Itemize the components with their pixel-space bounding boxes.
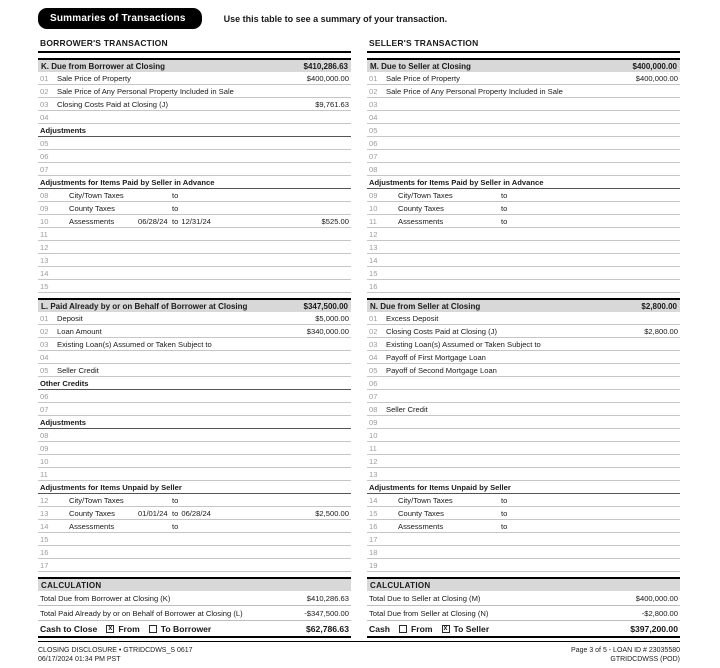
line-item-label: Assessments <box>69 521 115 531</box>
line-number: 13 <box>40 255 49 265</box>
line-number: 10 <box>369 203 378 213</box>
line-item-label: Sale Price of Any Personal Property Included in Sale <box>386 86 563 96</box>
calculation-row-amount: $410,286.63 <box>306 593 349 603</box>
period-from-date: 01/01/24 <box>138 508 168 518</box>
line-item-row <box>367 416 680 429</box>
subsection-heading <box>367 481 680 494</box>
calculation-row <box>38 591 351 606</box>
line-item-row <box>38 442 351 455</box>
line-number: 08 <box>369 164 378 174</box>
borrower-column-body <box>38 58 351 638</box>
line-number: 18 <box>369 547 378 557</box>
section-header-amount: $400,000.00 <box>632 61 677 71</box>
calculation-row-amount: -$347,500.00 <box>304 608 349 618</box>
line-item-row <box>38 364 351 377</box>
line-number: 15 <box>40 534 49 544</box>
line-number: 07 <box>40 404 49 414</box>
line-item-period <box>467 496 510 505</box>
line-item-row <box>38 455 351 468</box>
line-item-label: County Taxes <box>398 203 444 213</box>
line-item-row <box>367 228 680 241</box>
calculation-row <box>367 606 680 621</box>
line-item-period <box>467 191 510 200</box>
line-item-label: Existing Loan(s) Assumed or Taken Subject to <box>386 339 541 349</box>
line-item-row <box>367 351 680 364</box>
line-item-row <box>38 390 351 403</box>
line-number: 09 <box>369 190 378 200</box>
line-number: 12 <box>369 456 378 466</box>
line-number: 14 <box>369 255 378 265</box>
period-to-word: to <box>501 203 508 213</box>
line-item-row <box>38 150 351 163</box>
line-number: 03 <box>369 339 378 349</box>
line-item-row <box>367 429 680 442</box>
line-item-row <box>367 215 680 228</box>
line-item-label: Seller Credit <box>57 365 99 375</box>
footer-left <box>38 646 193 664</box>
line-number: 01 <box>40 313 49 323</box>
seller-column-title: SELLER'S TRANSACTION <box>367 36 680 53</box>
line-item-label: Closing Costs Paid at Closing (J) <box>386 326 497 336</box>
calculation-row <box>367 591 680 606</box>
page-header <box>38 8 680 29</box>
summary-section <box>367 58 680 293</box>
line-number: 15 <box>369 508 378 518</box>
calculation-section <box>38 577 351 638</box>
line-item-row <box>38 520 351 533</box>
section-header-amount: $347,500.00 <box>303 301 348 311</box>
summary-section <box>38 58 351 293</box>
line-number: 04 <box>40 352 49 362</box>
subsection-heading <box>38 377 351 390</box>
line-item-label: City/Town Taxes <box>69 495 124 505</box>
section-header <box>367 298 680 312</box>
line-item-row <box>38 215 351 228</box>
line-item-label: County Taxes <box>398 508 444 518</box>
line-number: 05 <box>40 365 49 375</box>
line-number: 13 <box>369 242 378 252</box>
seller-column-body <box>367 58 680 638</box>
subsection-heading-label: Adjustments for Items Paid by Seller in Advance <box>369 177 544 187</box>
line-item-row <box>367 189 680 202</box>
period-to-word: to <box>172 508 179 518</box>
line-number: 14 <box>369 495 378 505</box>
section-header-label: N. Due from Seller at Closing <box>370 301 481 311</box>
line-number: 03 <box>369 99 378 109</box>
period-to-word: to <box>501 495 508 505</box>
line-number: 11 <box>40 469 48 479</box>
line-item-label: Assessments <box>398 216 444 226</box>
line-item-row <box>38 228 351 241</box>
calculation-row-amount: -$2,800.00 <box>641 608 678 618</box>
line-item-row <box>367 137 680 150</box>
line-item-period <box>138 522 181 531</box>
subsection-heading-label: Adjustments for Items Paid by Seller in Advance <box>40 177 215 187</box>
cash-row-prefix: Cash to Close <box>40 623 98 634</box>
cash-option-label-to-borrower: To Borrower <box>160 623 212 634</box>
line-item-row <box>367 533 680 546</box>
line-number: 09 <box>40 443 49 453</box>
summary-section <box>367 298 680 572</box>
line-item-period <box>467 204 510 213</box>
footer-page-loan-id: Page 3 of 5 - LOAN ID # 23035580 <box>571 647 680 654</box>
line-item-label: Existing Loan(s) Assumed or Taken Subject to <box>57 339 212 349</box>
line-item-row <box>367 72 680 85</box>
line-number: 16 <box>369 521 378 531</box>
line-number: 01 <box>369 73 378 83</box>
calculation-header: CALCULATION <box>38 577 351 591</box>
line-item-row <box>367 546 680 559</box>
line-item-row <box>367 267 680 280</box>
borrower-transaction-column <box>38 36 351 638</box>
line-item-row <box>367 455 680 468</box>
section-header-label: L. Paid Already by or on Behalf of Borrower at Closing <box>41 301 248 311</box>
line-item-row <box>367 507 680 520</box>
footer-doc-id: CLOSING DISCLOSURE • GTRIDCDWS_S 0617 <box>38 647 193 654</box>
line-item-period <box>467 522 510 531</box>
line-item-label: Loan Amount <box>57 326 102 336</box>
line-item-row <box>367 442 680 455</box>
period-until-date: 12/31/24 <box>181 216 211 226</box>
line-item-amount: $340,000.00 <box>306 326 349 336</box>
subsection-heading <box>38 416 351 429</box>
line-item-period <box>138 204 181 213</box>
line-number: 10 <box>369 430 378 440</box>
line-item-row <box>367 280 680 293</box>
calculation-row-label: Total Due to Seller at Closing (M) <box>369 593 481 603</box>
line-item-row <box>367 202 680 215</box>
line-item-label: Sale Price of Property <box>386 73 460 83</box>
transaction-columns <box>38 36 680 638</box>
period-to-word: to <box>172 521 179 531</box>
line-item-row <box>367 390 680 403</box>
calculation-row-label: Total Due from Borrower at Closing (K) <box>40 593 171 603</box>
line-item-row <box>367 325 680 338</box>
subsection-heading <box>38 124 351 137</box>
period-to-word: to <box>501 216 508 226</box>
line-number: 12 <box>40 495 49 505</box>
line-number: 01 <box>369 313 378 323</box>
line-item-label: Assessments <box>398 521 444 531</box>
line-number: 11 <box>369 216 377 226</box>
section-header <box>38 298 351 312</box>
line-item-label: Payoff of First Mortgage Loan <box>386 352 486 362</box>
subsection-heading-label: Adjustments <box>40 417 86 427</box>
line-number: 10 <box>40 456 49 466</box>
line-number: 06 <box>40 151 49 161</box>
subsection-heading-label: Other Credits <box>40 378 89 388</box>
line-item-row <box>367 377 680 390</box>
line-number: 02 <box>369 326 378 336</box>
line-item-period <box>138 191 181 200</box>
line-item-amount: $400,000.00 <box>306 73 349 83</box>
line-item-row <box>38 494 351 507</box>
line-item-row <box>367 468 680 481</box>
calculation-row-label: Total Due from Seller at Closing (N) <box>369 608 489 618</box>
closing-disclosure-page <box>38 8 680 664</box>
line-item-row <box>367 163 680 176</box>
line-item-row <box>38 280 351 293</box>
line-item-row <box>38 241 351 254</box>
line-item-label: City/Town Taxes <box>398 190 453 200</box>
line-number: 12 <box>369 229 378 239</box>
cash-to-close-row <box>367 621 680 638</box>
line-item-row <box>367 403 680 416</box>
line-item-row <box>38 189 351 202</box>
summaries-of-transactions-tab: Summaries of Transactions <box>38 8 202 29</box>
line-number: 07 <box>40 164 49 174</box>
line-item-row <box>38 202 351 215</box>
line-item-amount: $9,761.63 <box>315 99 349 109</box>
line-item-row <box>38 98 351 111</box>
line-item-label: City/Town Taxes <box>398 495 453 505</box>
section-header <box>367 58 680 72</box>
line-item-row <box>38 163 351 176</box>
line-number: 09 <box>40 203 49 213</box>
line-number: 15 <box>369 268 378 278</box>
line-item-label: Closing Costs Paid at Closing (J) <box>57 99 168 109</box>
line-item-row <box>367 85 680 98</box>
line-item-row <box>367 254 680 267</box>
checkbox-to-seller[interactable]: x <box>442 625 450 633</box>
line-item-row <box>367 520 680 533</box>
line-item-row <box>38 403 351 416</box>
line-item-period <box>467 509 510 518</box>
line-item-row <box>38 254 351 267</box>
cash-row-prefix: Cash <box>369 623 391 634</box>
line-item-amount: $2,500.00 <box>315 508 349 518</box>
line-number: 08 <box>40 190 49 200</box>
line-item-label: Deposit <box>57 313 83 323</box>
line-item-row <box>367 364 680 377</box>
cash-to-close-row <box>38 621 351 638</box>
line-number: 08 <box>40 430 49 440</box>
line-item-row <box>38 429 351 442</box>
line-number: 06 <box>40 391 49 401</box>
period-to-word: to <box>172 190 179 200</box>
subsection-heading-label: Adjustments <box>40 125 86 135</box>
line-number: 02 <box>40 86 49 96</box>
section-header-amount: $2,800.00 <box>641 301 677 311</box>
period-to-word: to <box>501 508 508 518</box>
line-number: 10 <box>40 216 49 226</box>
checkbox-from[interactable]: x <box>106 625 114 633</box>
line-number: 03 <box>40 339 49 349</box>
subsection-heading <box>367 176 680 189</box>
line-item-amount: $5,000.00 <box>315 313 349 323</box>
line-number: 06 <box>369 138 378 148</box>
line-item-row <box>38 267 351 280</box>
period-to-word: to <box>501 521 508 531</box>
line-item-amount: $400,000.00 <box>635 73 678 83</box>
line-item-row <box>367 338 680 351</box>
line-item-label: Payoff of Second Mortgage Loan <box>386 365 497 375</box>
line-number: 08 <box>369 404 378 414</box>
line-item-period <box>138 217 211 226</box>
line-item-row <box>367 312 680 325</box>
section-header <box>38 58 351 72</box>
line-number: 13 <box>40 508 49 518</box>
line-number: 09 <box>369 417 378 427</box>
footer-right <box>571 646 680 664</box>
period-until-date: 06/28/24 <box>181 508 211 518</box>
line-item-period <box>138 509 211 518</box>
line-item-period <box>138 496 181 505</box>
line-item-label: City/Town Taxes <box>69 190 124 200</box>
subsection-heading-label: Adjustments for Items Unpaid by Seller <box>369 482 511 492</box>
line-item-row <box>367 111 680 124</box>
line-number: 03 <box>40 99 49 109</box>
line-number: 13 <box>369 469 378 479</box>
line-number: 05 <box>369 125 378 135</box>
line-number: 07 <box>369 151 378 161</box>
line-number: 17 <box>40 560 49 570</box>
cash-to-close-amount: $397,200.00 <box>630 623 678 634</box>
line-item-row <box>38 468 351 481</box>
line-item-row <box>367 98 680 111</box>
line-item-row <box>38 312 351 325</box>
summary-section <box>38 298 351 572</box>
line-item-label: County Taxes <box>69 508 115 518</box>
line-item-row <box>367 241 680 254</box>
line-number: 14 <box>40 268 49 278</box>
cash-option-label-to-seller: To Seller <box>453 623 490 634</box>
line-item-amount: $525.00 <box>321 216 349 226</box>
checkbox-from[interactable] <box>399 625 407 633</box>
line-item-amount: $2,800.00 <box>644 326 678 336</box>
section-header-amount: $410,286.63 <box>303 61 348 71</box>
calculation-row <box>38 606 351 621</box>
line-item-row <box>367 559 680 572</box>
line-item-row <box>38 72 351 85</box>
table-instruction: Use this table to see a summary of your transaction. <box>223 13 448 24</box>
calculation-row-amount: $400,000.00 <box>635 593 678 603</box>
line-item-row <box>38 559 351 572</box>
line-number: 16 <box>369 281 378 291</box>
page-footer <box>38 641 680 664</box>
line-number: 06 <box>369 378 378 388</box>
line-item-label: Sale Price of Any Personal Property Included in Sale <box>57 86 234 96</box>
footer-timestamp: 06/17/2024 01:34 PM PST <box>38 656 121 663</box>
subsection-heading <box>38 481 351 494</box>
calculation-section <box>367 577 680 638</box>
line-item-row <box>38 507 351 520</box>
period-to-word: to <box>172 216 179 226</box>
checkbox-to-borrower[interactable] <box>149 625 157 633</box>
line-number: 15 <box>40 281 49 291</box>
section-header-label: M. Due to Seller at Closing <box>370 61 471 71</box>
line-item-row <box>38 546 351 559</box>
line-item-row <box>367 494 680 507</box>
seller-transaction-column <box>367 36 680 638</box>
line-item-row <box>38 325 351 338</box>
section-header-label: K. Due from Borrower at Closing <box>41 61 166 71</box>
subsection-heading <box>38 176 351 189</box>
line-item-label: Sale Price of Property <box>57 73 131 83</box>
cash-option-label-from: From <box>118 623 140 634</box>
period-to-word: to <box>501 190 508 200</box>
line-item-label: Seller Credit <box>386 404 428 414</box>
line-number: 07 <box>369 391 378 401</box>
line-number: 02 <box>369 86 378 96</box>
line-number: 19 <box>369 560 378 570</box>
subsection-heading-label: Adjustments for Items Unpaid by Seller <box>40 482 182 492</box>
line-item-label: Assessments <box>69 216 115 226</box>
line-number: 16 <box>40 547 49 557</box>
line-item-label: Excess Deposit <box>386 313 439 323</box>
line-number: 04 <box>369 352 378 362</box>
line-number: 02 <box>40 326 49 336</box>
line-item-row <box>38 137 351 150</box>
line-item-row <box>38 533 351 546</box>
line-number: 04 <box>369 112 378 122</box>
line-number: 17 <box>369 534 378 544</box>
line-item-label: County Taxes <box>69 203 115 213</box>
line-number: 04 <box>40 112 49 122</box>
borrower-column-title: BORROWER'S TRANSACTION <box>38 36 351 53</box>
line-item-row <box>38 351 351 364</box>
line-item-row <box>367 124 680 137</box>
line-item-row <box>38 111 351 124</box>
cash-to-close-amount: $62,786.63 <box>305 623 349 634</box>
line-item-row <box>38 338 351 351</box>
line-number: 05 <box>40 138 49 148</box>
period-to-word: to <box>172 203 179 213</box>
line-number: 14 <box>40 521 49 531</box>
footer-form-code: GTRIDCDWSS (POD) <box>610 656 680 663</box>
cash-option-label-from: From <box>411 623 433 634</box>
calculation-row-label: Total Paid Already by or on Behalf of Borrower at Closing (L) <box>40 608 243 618</box>
line-number: 11 <box>369 443 377 453</box>
period-from-date: 06/28/24 <box>138 216 168 226</box>
line-item-period <box>467 217 510 226</box>
period-to-word: to <box>172 495 179 505</box>
line-number: 05 <box>369 365 378 375</box>
line-item-row <box>367 150 680 163</box>
line-item-row <box>38 85 351 98</box>
line-number: 12 <box>40 242 49 252</box>
line-number: 11 <box>40 229 48 239</box>
line-number: 01 <box>40 73 49 83</box>
calculation-header: CALCULATION <box>367 577 680 591</box>
